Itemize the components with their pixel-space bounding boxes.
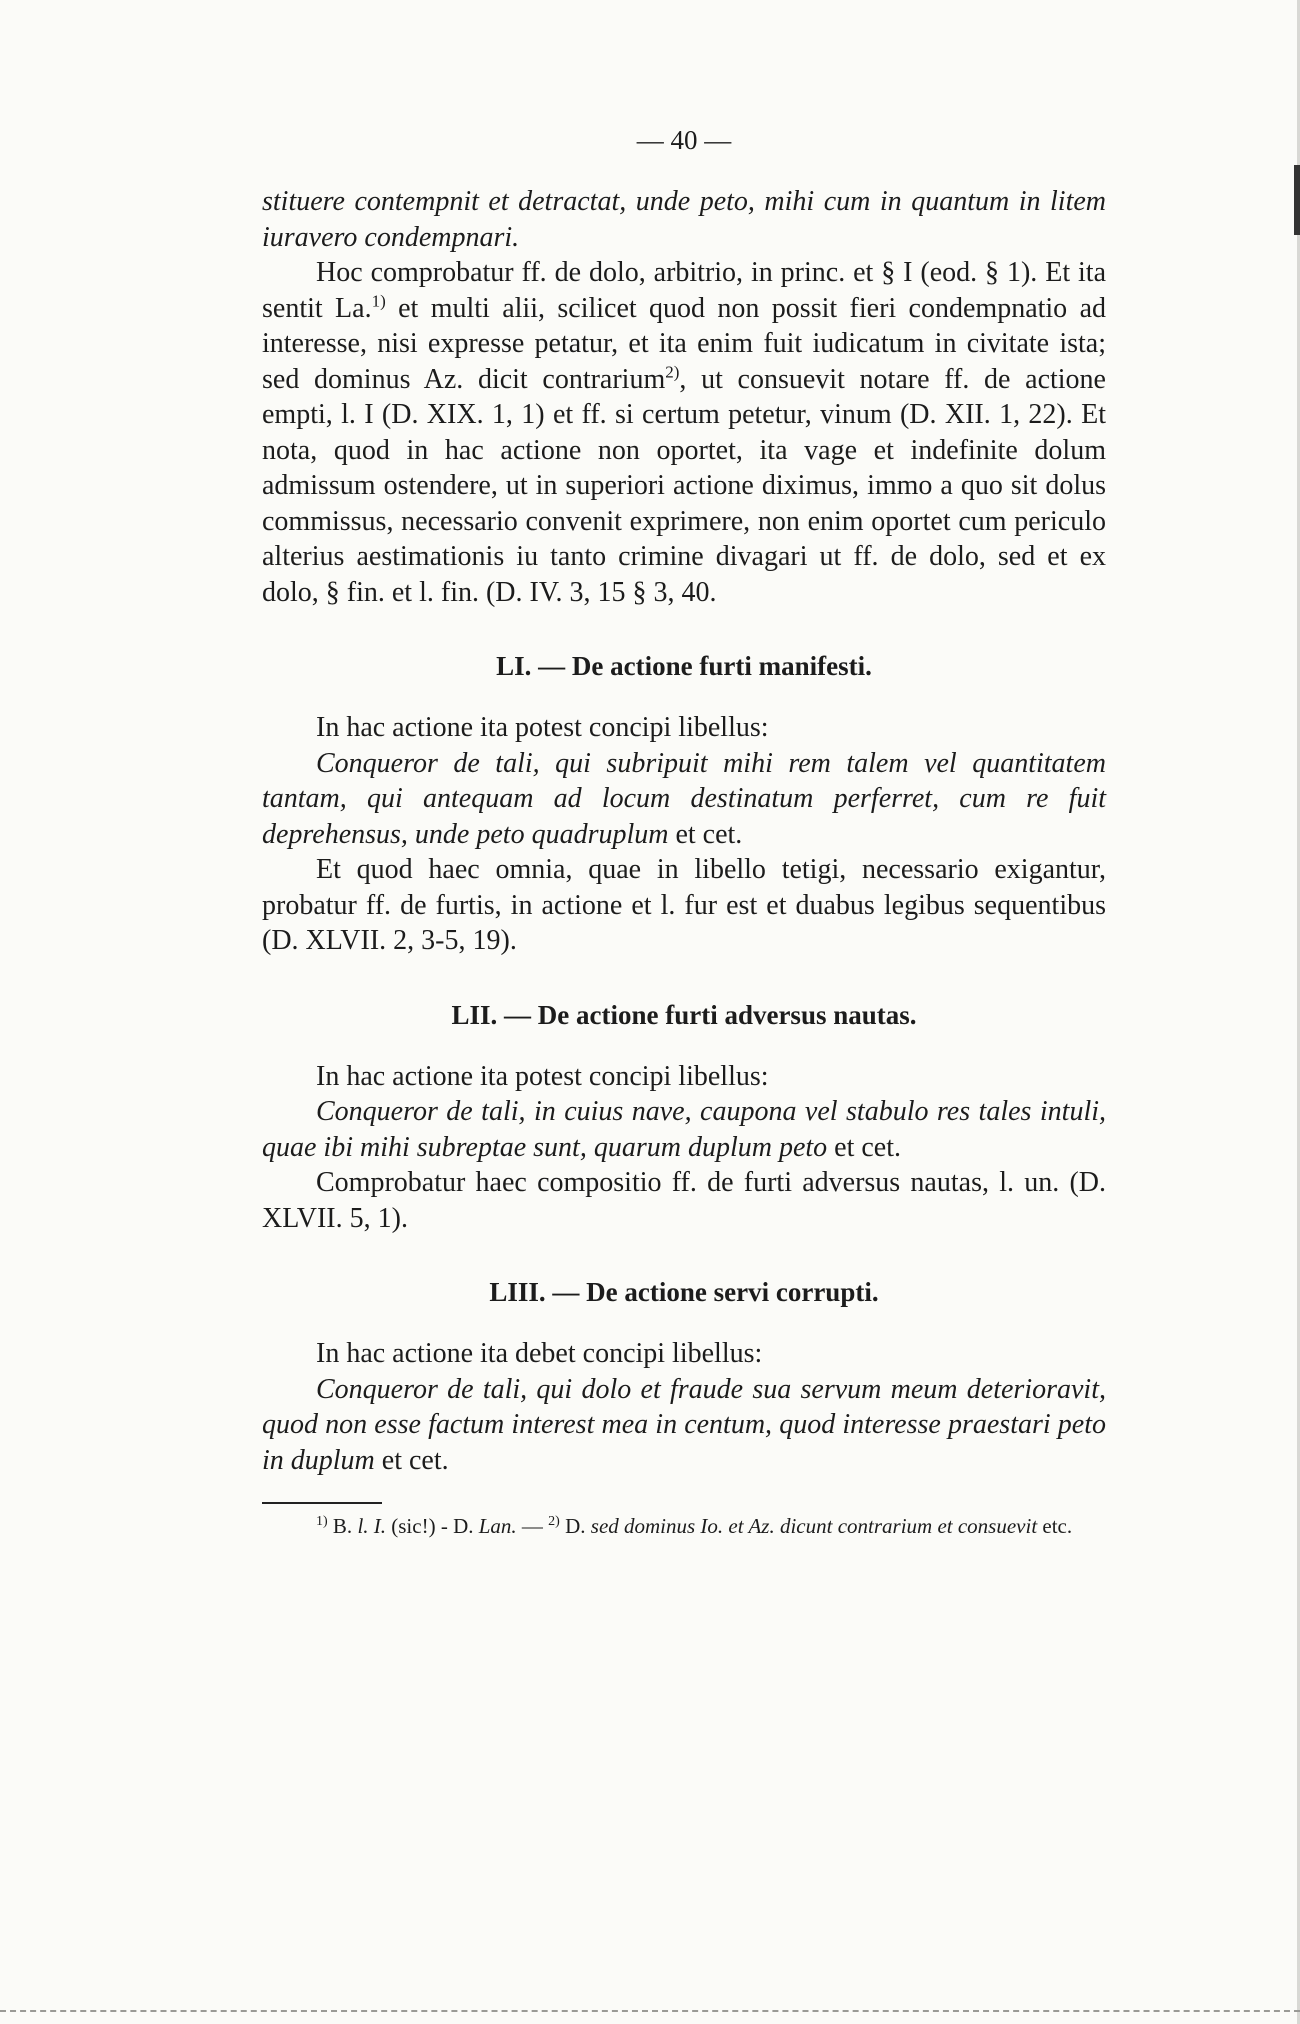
paragraph-text: Hoc comprobatur ff. de dolo, arbitrio, in princ. et § I (eod. § 1). Et ita sentit La. bbox=[262, 257, 1106, 324]
footnote-text: (sic!) - D. bbox=[386, 1514, 479, 1538]
libellus-formula bbox=[262, 1372, 1106, 1479]
section-heading-liii: LIII. — De actione servi corrupti. bbox=[489, 1277, 879, 1307]
libellus-formula bbox=[262, 746, 1106, 853]
footnote-number-1: 1) bbox=[316, 1514, 328, 1529]
section-heading-li: LI. — De actione furti manifesti. bbox=[496, 651, 872, 681]
formula-tail: et cet. bbox=[668, 818, 743, 850]
formula-tail: et cet. bbox=[374, 1444, 449, 1476]
section-heading-lii: LII. — De actione furti adversus nautas. bbox=[451, 999, 917, 1030]
section-intro: In hac actione ita debet concipi libellus: bbox=[316, 1338, 763, 1369]
scan-bottom-edge bbox=[0, 2010, 1300, 2012]
footnote-text: D. bbox=[559, 1514, 591, 1538]
document-page bbox=[262, 120, 1106, 1541]
footnote-ref-1: 1) bbox=[371, 291, 386, 311]
footnote-text: etc. bbox=[1037, 1514, 1073, 1538]
formula-tail: et cet. bbox=[827, 1131, 901, 1163]
footnote-separator bbox=[262, 1502, 382, 1504]
footnote-text: Lan. bbox=[478, 1514, 517, 1538]
section-intro: In hac actione ita potest concipi libellus: bbox=[316, 1060, 769, 1092]
paragraph-text: , ut consuevit notare ff. de actione empti, l. I (D. XIX. 1, 1) et ff. si certum petetur, vinum (D. XII. 1, 22). Et nota, quod in hac actione non oportet, ita vage et indefinite dolum admissum ostendere, ut in superiori actione diximus, immo a quo sit dolus commissus, necessario convenit exprimere, non enim oportet cum periculo alterius aestimationis iu tanto crimine divagari ut ff. de dolo, sed et ex dolo, § fin. et l. fin. (D. IV. 3, 15 § 3, 40. bbox=[262, 363, 1106, 608]
footnotes bbox=[262, 1512, 1106, 1541]
paragraph-text: et multi alii, scilicet quod non possit fieri condempnatio ad interesse, nisi expresse petatur, et ita enim fuit iudicatum in civitate ista; sed dominus Az. dicit contrarium bbox=[262, 292, 1106, 395]
footnote-text: l. I. bbox=[357, 1514, 387, 1538]
footnote-ref-2: 2) bbox=[665, 362, 680, 382]
libellus-formula bbox=[262, 1094, 1106, 1165]
section-intro: In hac actione ita potest concipi libellus: bbox=[316, 712, 769, 743]
paragraph-comprobatur bbox=[262, 255, 1106, 610]
footnote-number-2: 2) bbox=[548, 1514, 560, 1529]
page-number: — 40 — bbox=[636, 125, 732, 155]
footnote-text: B. bbox=[327, 1514, 358, 1538]
footnote-text: — bbox=[516, 1514, 549, 1538]
paragraph-continuation: stituere contempnit et detractat, unde peto, mihi cum in quantum in litem iuravero condempnari. bbox=[262, 186, 1106, 253]
section-comment: Et quod haec omnia, quae in libello tetigi, necessario exigantur, probatur ff. de furtis, in actione et l. fur est et duabus legibus sequentibus (D. XLVII. 2, 3-5, 19). bbox=[262, 854, 1106, 956]
section-comment: Comprobatur haec compositio ff. de furti adversus nautas, l. un. (D. XLVII. 5, 1). bbox=[262, 1167, 1106, 1234]
binding-mark bbox=[1294, 165, 1300, 235]
formula-text: Conqueror de tali, in cuius nave, caupona vel stabulo res tales intuli, quae ibi mihi subreptae sunt, quarum duplum peto bbox=[262, 1096, 1106, 1163]
formula-text: Conqueror de tali, qui dolo et fraude sua servum meum deterioravit, quod non esse factum interest mea in centum, quod interesse praestari peto in duplum bbox=[262, 1373, 1106, 1476]
formula-text: Conqueror de tali, qui subripuit mihi rem talem vel quantitatem tantam, qui antequam ad locum destinatum perferret, cum re fuit deprehensus, unde peto quadruplum bbox=[262, 747, 1106, 850]
footnote-text: sed dominus Io. et Az. dicunt contrarium et consuevit bbox=[590, 1514, 1038, 1538]
